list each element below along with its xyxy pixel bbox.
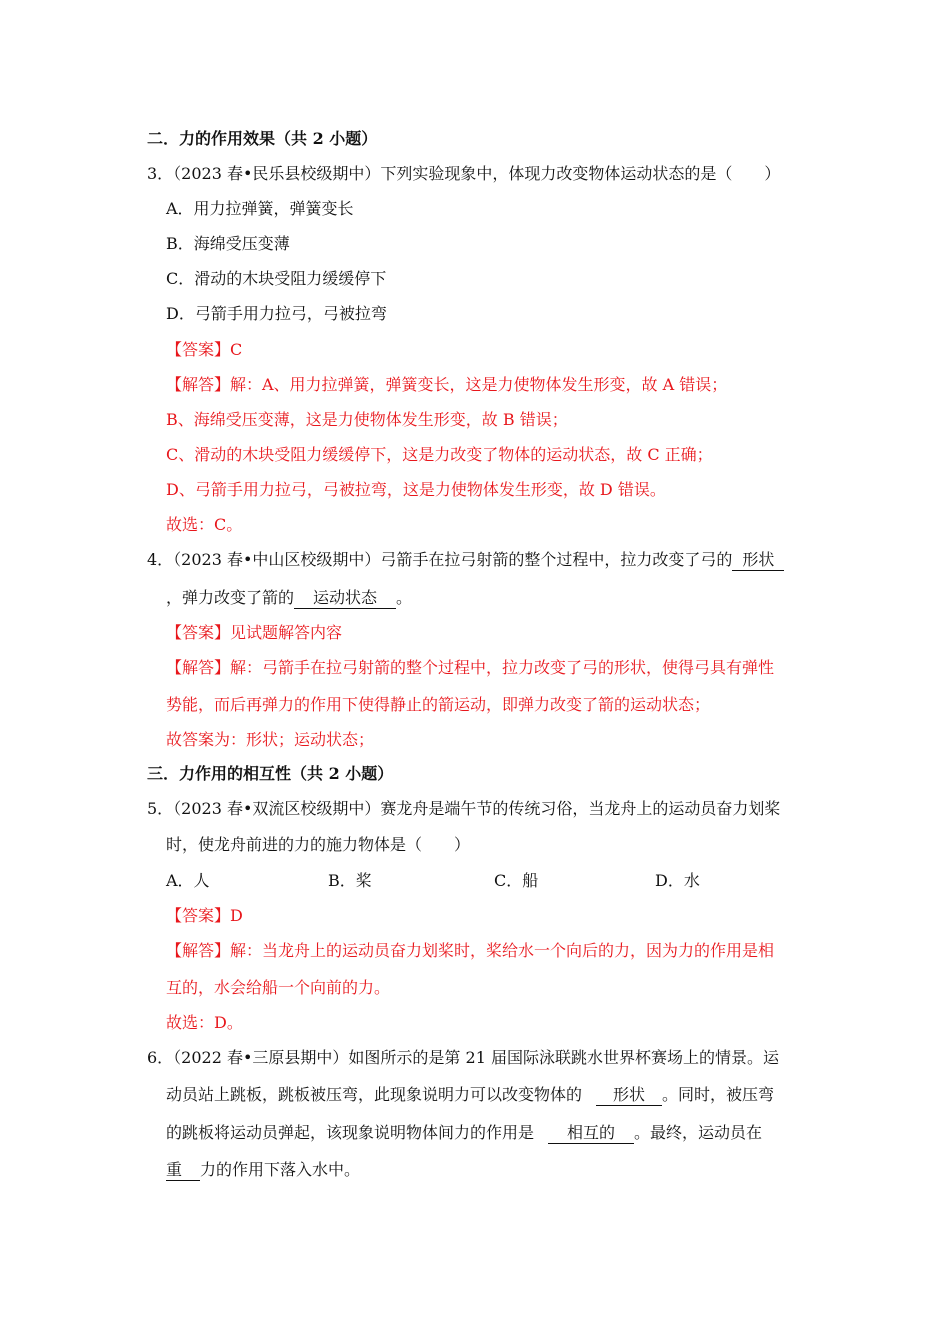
question-4-stem-end: 。 [396, 588, 413, 607]
question-5-option-c: C．船 [494, 871, 539, 890]
question-4-stem-continued [166, 587, 412, 609]
question-5-analysis-line: 【解答】解：当龙舟上的运动员奋力划桨时，桨给水一个向后的力，因为力的作用是相 [166, 941, 775, 960]
question-5-option-a: A．人 [166, 871, 210, 890]
question-3-conclusion: 故选：C。 [166, 515, 243, 534]
question-5-conclusion: 故选：D。 [166, 1013, 243, 1032]
question-6-stem-text: 的跳板将运动员弹起，该现象说明物体间力的作用是 [166, 1123, 535, 1142]
question-6-stem-text: 力的作用下落入水中。 [200, 1160, 361, 1179]
question-4-conclusion: 故答案为：形状；运动状态； [166, 730, 375, 749]
question-5-option-b: B．桨 [328, 871, 372, 890]
question-6-stem-text: 。同时，被压弯 [662, 1085, 775, 1104]
question-4-analysis-line: 【解答】解：弓箭手在拉弓射箭的整个过程中，拉力改变了弓的形状，使得弓具有弹性 [166, 658, 775, 677]
question-6-stem-text: 。最终，运动员在 [634, 1123, 763, 1142]
section-heading-3: 三．力作用的相互性（共 2 小题） [147, 764, 394, 783]
question-6-stem-line-3 [166, 1122, 762, 1144]
question-6-blank-2: 相互的 [548, 1123, 634, 1144]
question-4-stem [147, 549, 784, 571]
question-6-stem-line-2 [166, 1084, 774, 1106]
question-5-answer: 【答案】D [166, 906, 243, 925]
question-3-option-b: B．海绵受压变薄 [166, 234, 290, 253]
question-3-option-a: A．用力拉弹簧，弹簧变长 [166, 199, 354, 218]
question-4-analysis-line: 势能，而后再弹力的作用下使得静止的箭运动，即弹力改变了箭的运动状态； [166, 695, 711, 714]
question-3-analysis-line: B、海绵受压变薄，这是力使物体发生形变，故 B 错误； [166, 410, 568, 429]
question-4-stem-text: 4．（2023 春•中山区校级期中）弓箭手在拉弓射箭的整个过程中，拉力改变了弓的 [147, 550, 733, 569]
question-4-stem-text: ，弹力改变了箭的 [166, 588, 295, 607]
question-5-stem-continued: 时，使龙舟前进的力的施力物体是（ ） [166, 835, 471, 854]
question-4-blank-2: 运动状态 [294, 588, 396, 609]
question-3-analysis-line: D、弓箭手用力拉弓，弓被拉弯，这是力使物体发生形变，故 D 错误。 [166, 480, 666, 499]
question-3-option-d: D．弓箭手用力拉弓，弓被拉弯 [166, 304, 387, 323]
question-4-answer: 【答案】见试题解答内容 [166, 623, 343, 642]
question-5-stem: 5．（2023 春•双流区校级期中）赛龙舟是端午节的传统习俗，当龙舟上的运动员奋力划桨 [147, 799, 781, 818]
question-3-analysis-line: C、滑动的木块受阻力缓缓停下，这是力改变了物体的运动状态，故 C 正确； [166, 445, 713, 464]
question-3-stem: 3．（2023 春•民乐县校级期中）下列实验现象中，体现力改变物体运动状态的是（ ） [147, 164, 781, 183]
question-5-option-d: D．水 [655, 871, 700, 890]
section-heading-2: 二．力的作用效果（共 2 小题） [147, 129, 378, 148]
question-4-blank-1: 形状 [732, 550, 784, 571]
question-6-blank-3: 重 [166, 1160, 200, 1181]
question-3-option-c: C．滑动的木块受阻力缓缓停下 [166, 269, 387, 288]
question-6-blank-1: 形状 [596, 1085, 662, 1106]
question-3-analysis-line: 【解答】解：A、用力拉弹簧，弹簧变长，这是力使物体发生形变，故 A 错误； [166, 375, 728, 394]
question-5-analysis-line: 互的，水会给船一个向前的力。 [166, 978, 391, 997]
question-6-stem-text: 动员站上跳板，跳板被压弯，此现象说明力可以改变物体的 [166, 1085, 583, 1104]
question-3-answer: 【答案】C [166, 340, 243, 359]
question-6-stem-line-4 [166, 1159, 360, 1181]
question-6-stem: 6．（2022 春•三原县期中）如图所示的是第 21 届国际泳联跳水世界杯赛场上的情景。运 [147, 1048, 779, 1067]
